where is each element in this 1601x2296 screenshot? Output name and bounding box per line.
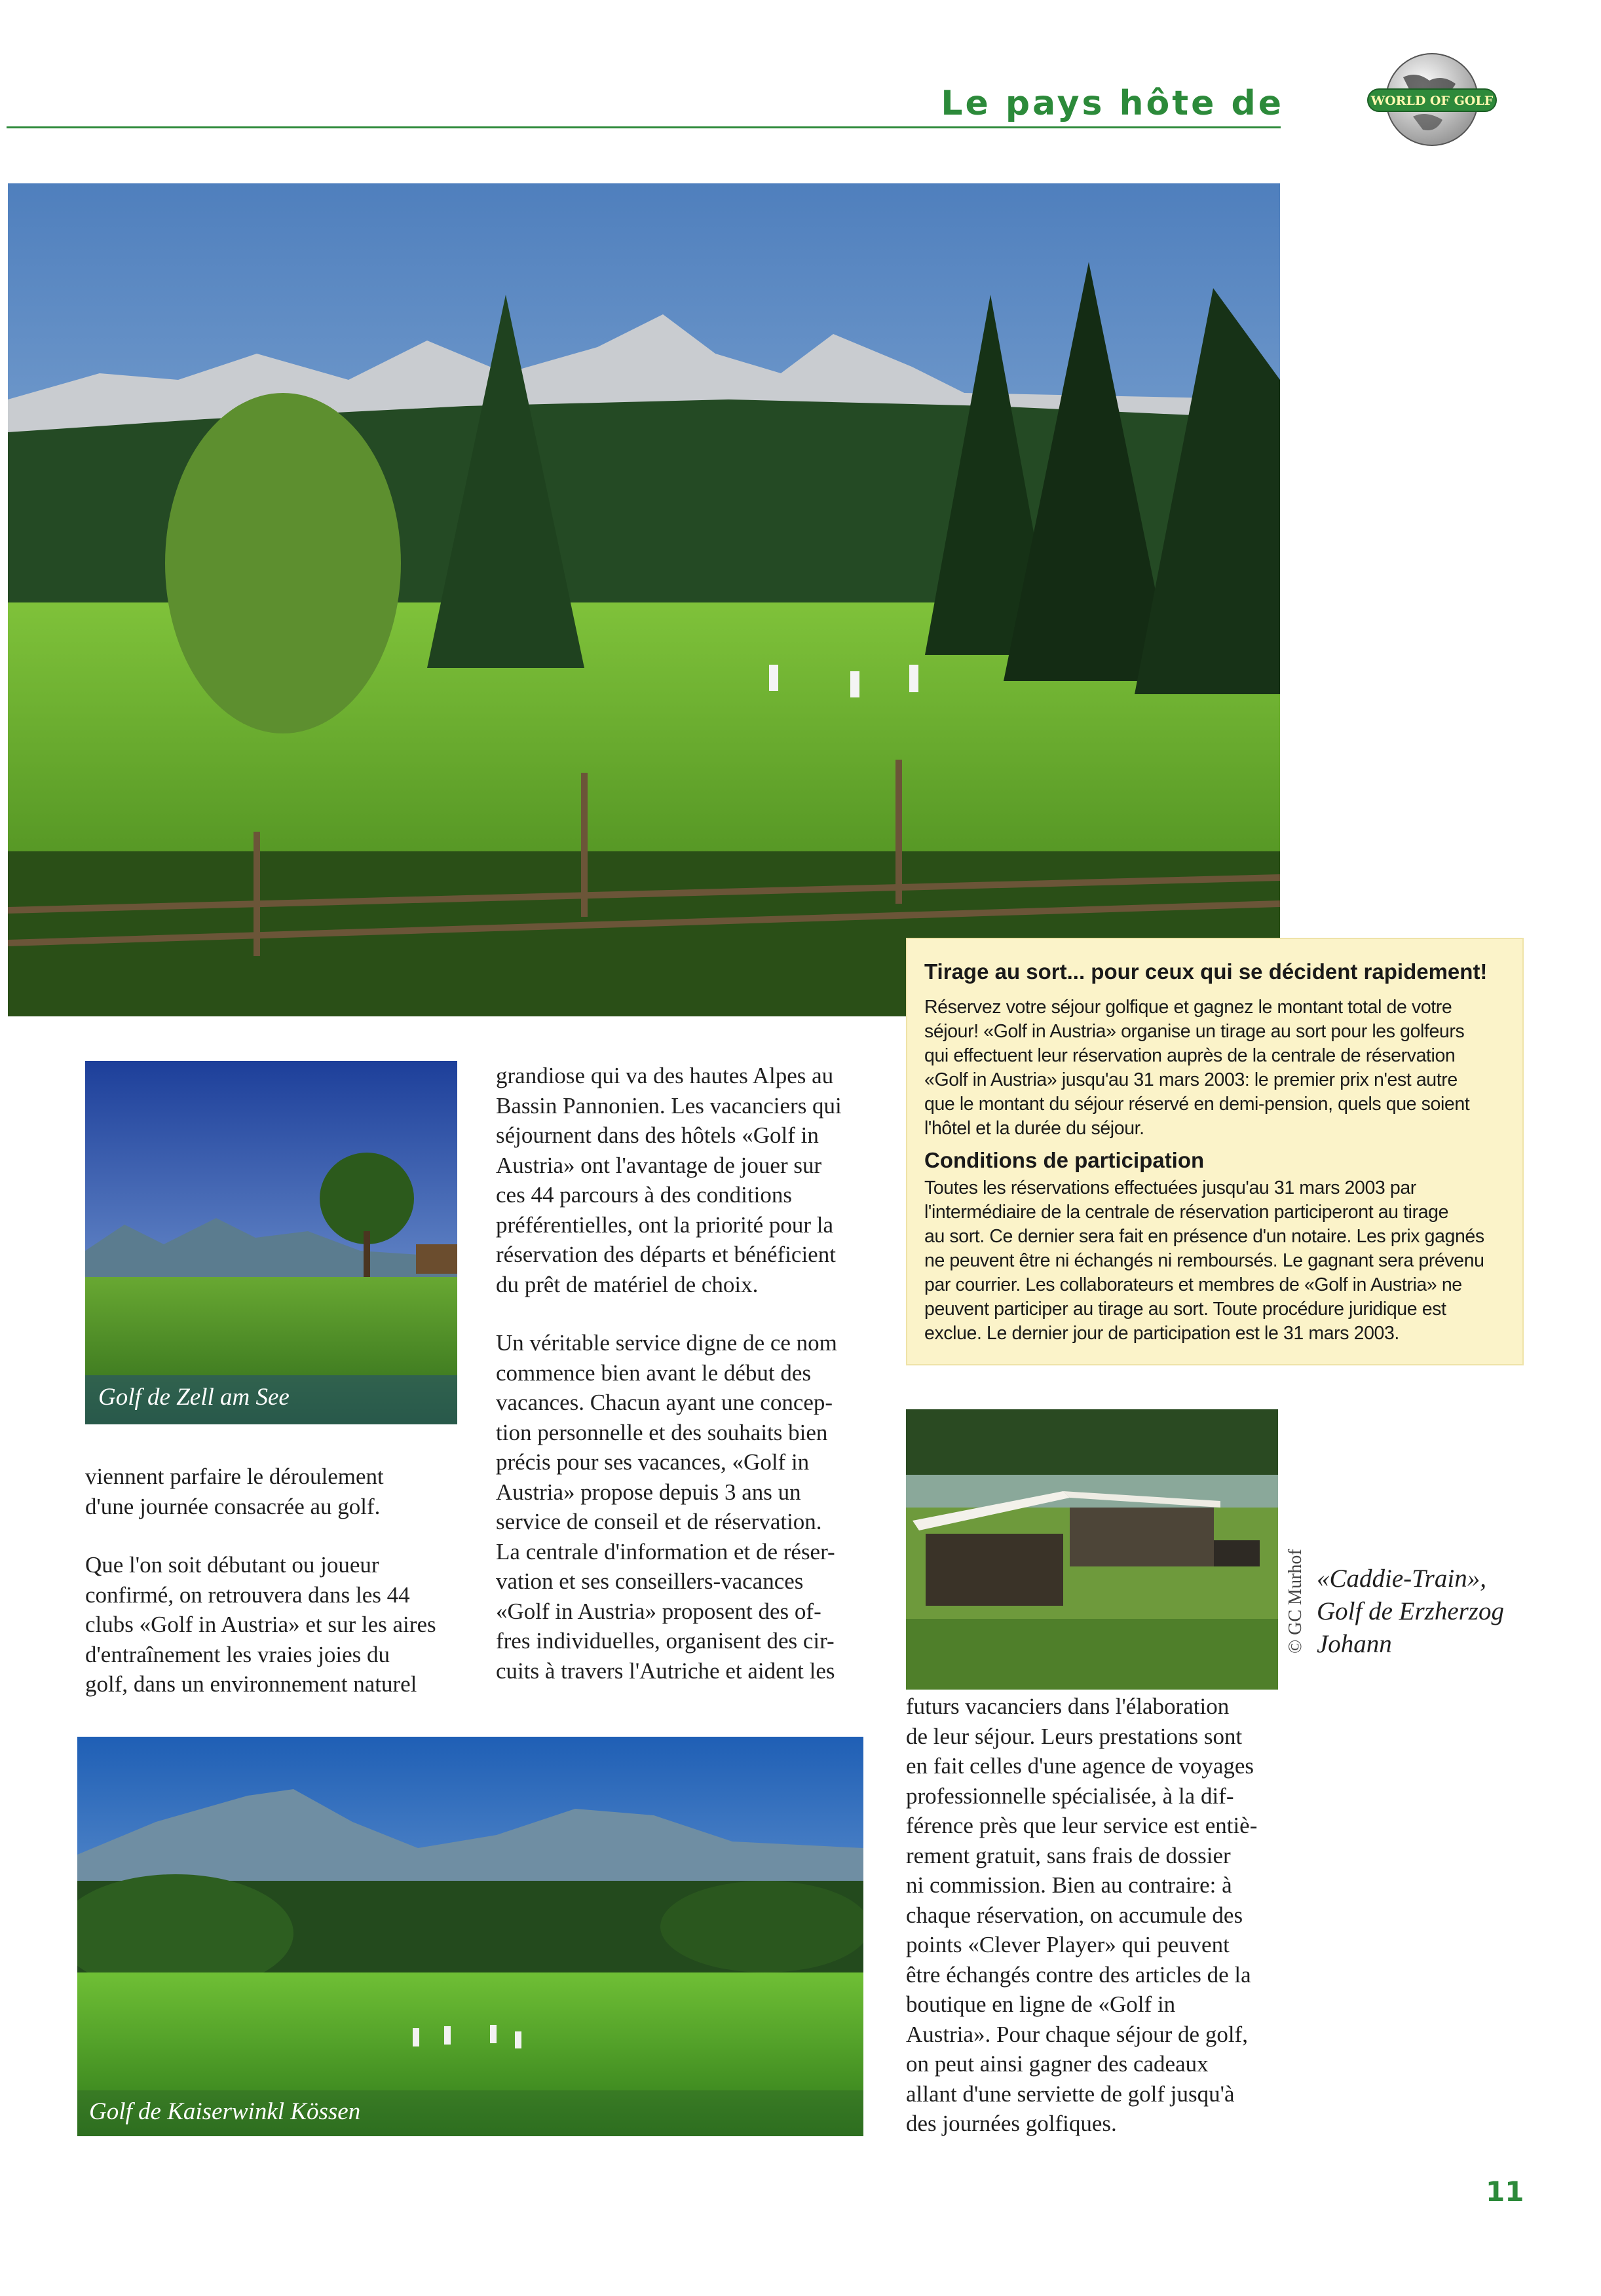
text-line: allant d'une serviette de golf jusqu'à (906, 2081, 1235, 2107)
contest-info-box (906, 938, 1524, 1365)
text-line: cuits à travers l'Autriche et aident les (496, 1657, 835, 1684)
text-line: golf, dans un environnement naturel (85, 1671, 417, 1697)
text-line: tion personnelle et des souhaits bien (496, 1419, 828, 1445)
text-line: commence bien avant le début des (496, 1360, 812, 1386)
world-of-golf-logo (1364, 51, 1500, 148)
text-line: professionnelle spécialisée, à la dif- (906, 1783, 1234, 1809)
photo-kaiserwinkl-kossen (77, 1737, 863, 2136)
text-line: points «Clever Player» qui peuvent (906, 1932, 1230, 1957)
text-line: des journées golfiques. (906, 2111, 1117, 2136)
page-header-title: Le pays hôte de (941, 84, 1284, 123)
photo-zell-am-see (85, 1061, 457, 1424)
text-line: vation et ses conseillers-vacances (496, 1568, 804, 1594)
contest-box-line: que le montant du séjour réservé en demi-pension, quels que soient (924, 1094, 1470, 1115)
conditions-line: Toutes les réservations effectuées jusqu'au 31 mars 2003 par (924, 1177, 1416, 1198)
text-line: réservation des départs et bénéficient (496, 1242, 836, 1267)
photo-credit: © GC Murhof (1285, 1549, 1306, 1654)
page-number: 11 (1486, 2176, 1524, 2208)
text-line: grandiose qui va des hautes Alpes au (496, 1063, 834, 1088)
text-line: précis pour ses vacances, «Golf in (496, 1449, 810, 1475)
caption-caddie-train (1317, 1563, 1539, 1661)
logo-text: WORLD OF GOLF (1370, 94, 1494, 108)
conditions-line: ne peuvent être ni échangés ni remboursés. Le gagnant sera prévenu (924, 1250, 1484, 1271)
text-line: «Golf in Austria» proposent des of- (496, 1598, 821, 1624)
text-column-2 (496, 1061, 869, 1714)
text-line: Un véritable service digne de ce nom (496, 1330, 837, 1356)
caption-zell-am-see: Golf de Zell am See (98, 1384, 290, 1411)
hero-photo-golf-course (8, 183, 1280, 1016)
text-line: rement gratuit, sans frais de dossier (906, 1842, 1231, 1868)
caption-line: Golf de Erzherzog (1317, 1597, 1504, 1625)
conditions-line: l'intermédiaire de la centrale de réservation participeront au tirage (924, 1202, 1449, 1223)
text-line: La centrale d'information et de réser- (496, 1538, 835, 1565)
text-line: service de conseil et de réservation. (496, 1509, 822, 1534)
text-line: férence près que leur service est entiè- (906, 1813, 1258, 1838)
text-line: Bassin Pannonien. Les vacanciers qui (496, 1092, 842, 1119)
text-line: viennent parfaire le déroulement (85, 1464, 384, 1489)
text-line: Austria» ont l'avantage de jouer sur (496, 1152, 822, 1178)
header-rule (7, 126, 1281, 128)
text-line: du prêt de matériel de choix. (496, 1271, 759, 1297)
text-line: chaque réservation, on accumule des (906, 1902, 1243, 1928)
text-line: de leur séjour. Leurs prestations sont (906, 1723, 1243, 1749)
col3-paragraph (906, 1692, 1279, 2139)
contest-box-line: l'hôtel et la durée du séjour. (924, 1118, 1144, 1139)
text-line: Austria» propose depuis 3 ans un (496, 1479, 801, 1505)
col1-paragraph-1 (85, 1462, 457, 1521)
text-line: futurs vacanciers dans l'élaboration (906, 1694, 1230, 1719)
text-line: séjournent dans des hôtels «Golf in (496, 1122, 819, 1148)
text-line: Que l'on soit débutant ou joueur (85, 1552, 379, 1578)
contest-box-line: «Golf in Austria» jusqu'au 31 mars 2003: le premier prix n'est autre (924, 1069, 1458, 1090)
text-line: on peut ainsi gagner des cadeaux (906, 2051, 1209, 2077)
text-line: Austria». Pour chaque séjour de golf, (906, 2021, 1248, 2047)
text-line: clubs «Golf in Austria» et sur les aires (85, 1612, 436, 1637)
text-line: boutique en ligne de «Golf in (906, 1991, 1176, 2017)
col1-paragraph-2 (85, 1550, 457, 1699)
text-line: vacances. Chacun ayant une concep- (496, 1390, 833, 1415)
text-line: d'une journée consacrée au golf. (85, 1493, 381, 1519)
conditions-line: peuvent participer au tirage au sort. Toute procédure juridique est (924, 1299, 1446, 1320)
caption-kaiserwinkl-kossen: Golf de Kaiserwinkl Kössen (89, 2098, 361, 2125)
contest-box-title: Tirage au sort... pour ceux qui se décident rapidement! (924, 959, 1488, 984)
text-line: fres individuelles, organisent des cir- (496, 1628, 835, 1654)
conditions-line: exclue. Le dernier jour de participation est le 31 mars 2003. (924, 1323, 1399, 1344)
contest-box-line: Réservez votre séjour golfique et gagnez le montant total de votre (924, 997, 1452, 1018)
text-line: confirmé, on retrouvera dans les 44 (85, 1582, 410, 1608)
text-line: en fait celles d'une agence de voyages (906, 1753, 1254, 1779)
text-line: d'entraînement les vraies joies du (85, 1641, 390, 1667)
contest-box-subtitle: Conditions de participation (924, 1148, 1205, 1172)
contest-box-line: qui effectuent leur réservation auprès de la centrale de réservation (924, 1045, 1456, 1066)
text-column-1 (85, 1462, 457, 1728)
text-line: ni commission. Bien au contraire: à (906, 1872, 1232, 1898)
conditions-line: au sort. Ce dernier sera fait en présence d'un notaire. Les prix gagnés (924, 1226, 1484, 1247)
photo-caddie-train (906, 1409, 1278, 1690)
text-line: préférentielles, ont la priorité pour la (496, 1212, 834, 1238)
contest-box-line: séjour! «Golf in Austria» organise un tirage au sort pour les golfeurs (924, 1021, 1465, 1042)
text-line: ces 44 parcours à des conditions (496, 1182, 792, 1208)
caption-line: «Caddie-Train», (1317, 1565, 1486, 1593)
caption-line: Johann (1317, 1630, 1392, 1658)
col2-paragraph-1 (496, 1061, 869, 1299)
text-line: être échangés contre des articles de la (906, 1961, 1251, 1988)
col2-paragraph-2 (496, 1328, 869, 1686)
conditions-line: par courrier. Les collaborateurs et membres de «Golf in Austria» ne (924, 1274, 1462, 1295)
text-column-3 (906, 1692, 1279, 2168)
